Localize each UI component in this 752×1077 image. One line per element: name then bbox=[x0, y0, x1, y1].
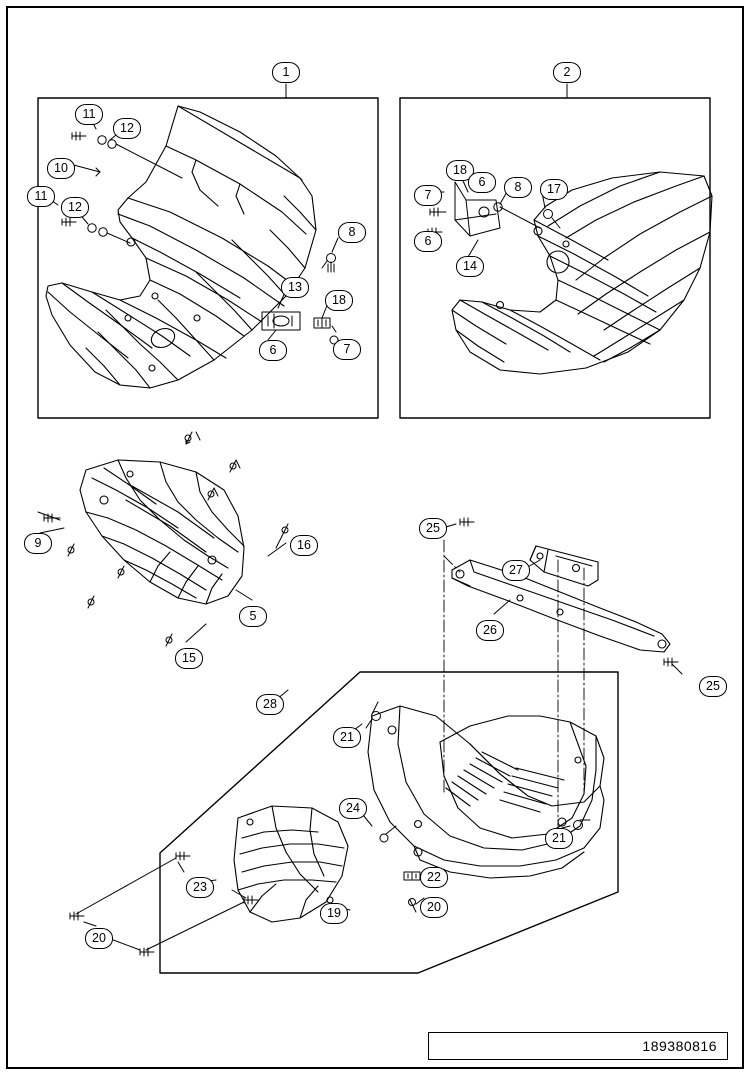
callout-23-screw-front-plate[interactable]: 23 bbox=[186, 877, 214, 898]
callout-1-left-side-cover-assembly[interactable]: 1 bbox=[272, 62, 300, 83]
callout-17-clip[interactable]: 17 bbox=[540, 179, 568, 200]
callout-27-bracket[interactable]: 27 bbox=[502, 560, 530, 581]
callout-9-screw-front-guard[interactable]: 9 bbox=[24, 533, 52, 554]
callout-18-nut-left-panel[interactable]: 18 bbox=[325, 290, 353, 311]
callout-20-nut-skid-plate-center[interactable]: 20 bbox=[420, 897, 448, 918]
callout-25-screw-bracket-upper[interactable]: 25 bbox=[419, 518, 447, 539]
drawing-number-box bbox=[428, 1032, 728, 1060]
callout-14-bracket-right[interactable]: 14 bbox=[456, 256, 484, 277]
callout-12-washer-upper[interactable]: 12 bbox=[113, 118, 141, 139]
callout-6-screw-left-panel[interactable]: 6 bbox=[259, 340, 287, 361]
callout-22-washer-skid-plate[interactable]: 22 bbox=[420, 867, 448, 888]
callout-16-screw-guard[interactable]: 16 bbox=[290, 535, 318, 556]
callout-6-screw-right-panel-upper[interactable]: 6 bbox=[468, 172, 496, 193]
callout-26-support-rail[interactable]: 26 bbox=[476, 620, 504, 641]
callout-12-washer-lower[interactable]: 12 bbox=[61, 197, 89, 218]
callout-15-screw-guard-lower[interactable]: 15 bbox=[175, 648, 203, 669]
callout-7-washer-left-panel[interactable]: 7 bbox=[333, 339, 361, 360]
callout-21-screw-skid-plate-right[interactable]: 21 bbox=[545, 828, 573, 849]
callout-21-screw-skid-plate-left[interactable]: 21 bbox=[333, 727, 361, 748]
callout-25-screw-bracket-lower[interactable]: 25 bbox=[699, 676, 727, 697]
callout-24-screw-skid-plate[interactable]: 24 bbox=[339, 798, 367, 819]
callout-20-nut-front-plate[interactable]: 20 bbox=[85, 928, 113, 949]
callout-10-rubber-grommet[interactable]: 10 bbox=[47, 158, 75, 179]
callout-11-collar-bushing-lower[interactable]: 11 bbox=[27, 186, 55, 207]
callout-6-screw-right-panel-lower[interactable]: 6 bbox=[414, 231, 442, 252]
callout-19-front-skid-plate[interactable]: 19 bbox=[320, 903, 348, 924]
callout-11-collar-bushing-upper[interactable]: 11 bbox=[75, 104, 103, 125]
callout-18-nut-right-panel[interactable]: 18 bbox=[446, 160, 474, 181]
callout-5-front-guard[interactable]: 5 bbox=[239, 606, 267, 627]
callout-7-washer-right-panel[interactable]: 7 bbox=[414, 185, 442, 206]
callout-2-right-side-cover-assembly[interactable]: 2 bbox=[553, 62, 581, 83]
callout-8-screw-left-panel[interactable]: 8 bbox=[338, 222, 366, 243]
drawing-number: 189380816 bbox=[642, 1038, 717, 1054]
callout-13-bracket[interactable]: 13 bbox=[281, 277, 309, 298]
callout-8-screw-right-panel[interactable]: 8 bbox=[504, 177, 532, 198]
callout-28-skid-plate-assembly[interactable]: 28 bbox=[256, 694, 284, 715]
